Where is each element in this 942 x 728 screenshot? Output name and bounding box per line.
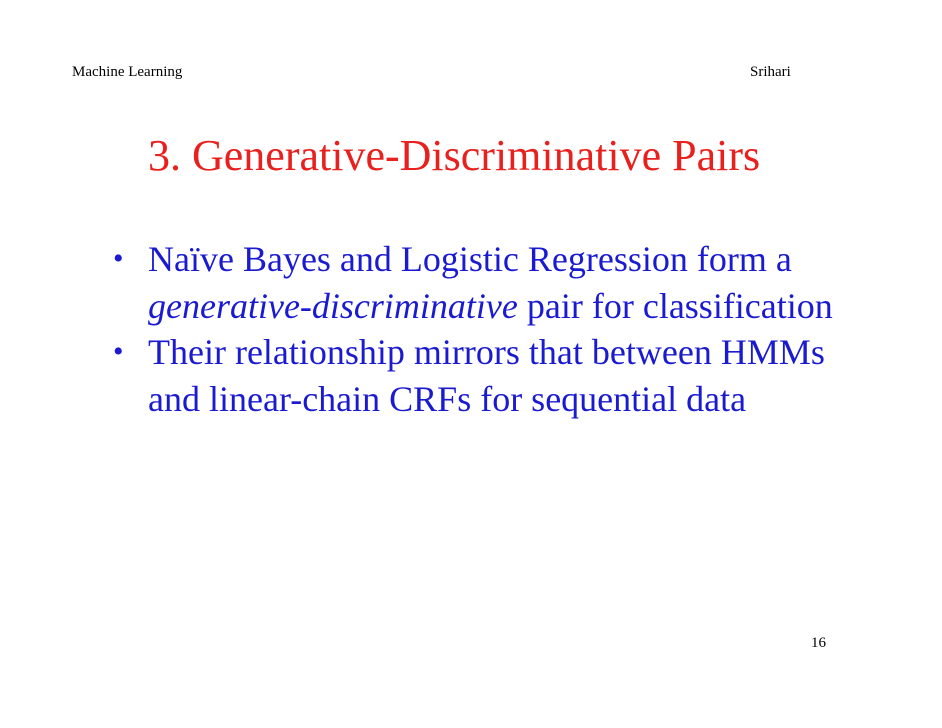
bullet-text-end: pair for classification bbox=[517, 285, 833, 326]
header-course-label: Machine Learning bbox=[72, 64, 183, 80]
bullet-emphasis: generative-discriminative bbox=[148, 285, 518, 326]
bullet-list bbox=[113, 236, 833, 422]
slide-title: 3. Generative-Discriminative Pairs bbox=[148, 131, 761, 180]
header-author-label: Srihari bbox=[750, 64, 791, 80]
bullet-marker: • bbox=[113, 242, 124, 275]
bullet-item-generative-discriminative-pair bbox=[113, 236, 833, 329]
page-number: 16 bbox=[811, 635, 826, 651]
bullet-text-start: Naïve Bayes and Logistic Regression form a bbox=[148, 239, 792, 279]
bullet-text: Their relationship mirrors that between HMMs and linear-chain CRFs for sequential data bbox=[148, 332, 825, 419]
bullet-marker: • bbox=[113, 335, 124, 368]
bullet-item-hmm-crf-relationship bbox=[113, 329, 833, 422]
